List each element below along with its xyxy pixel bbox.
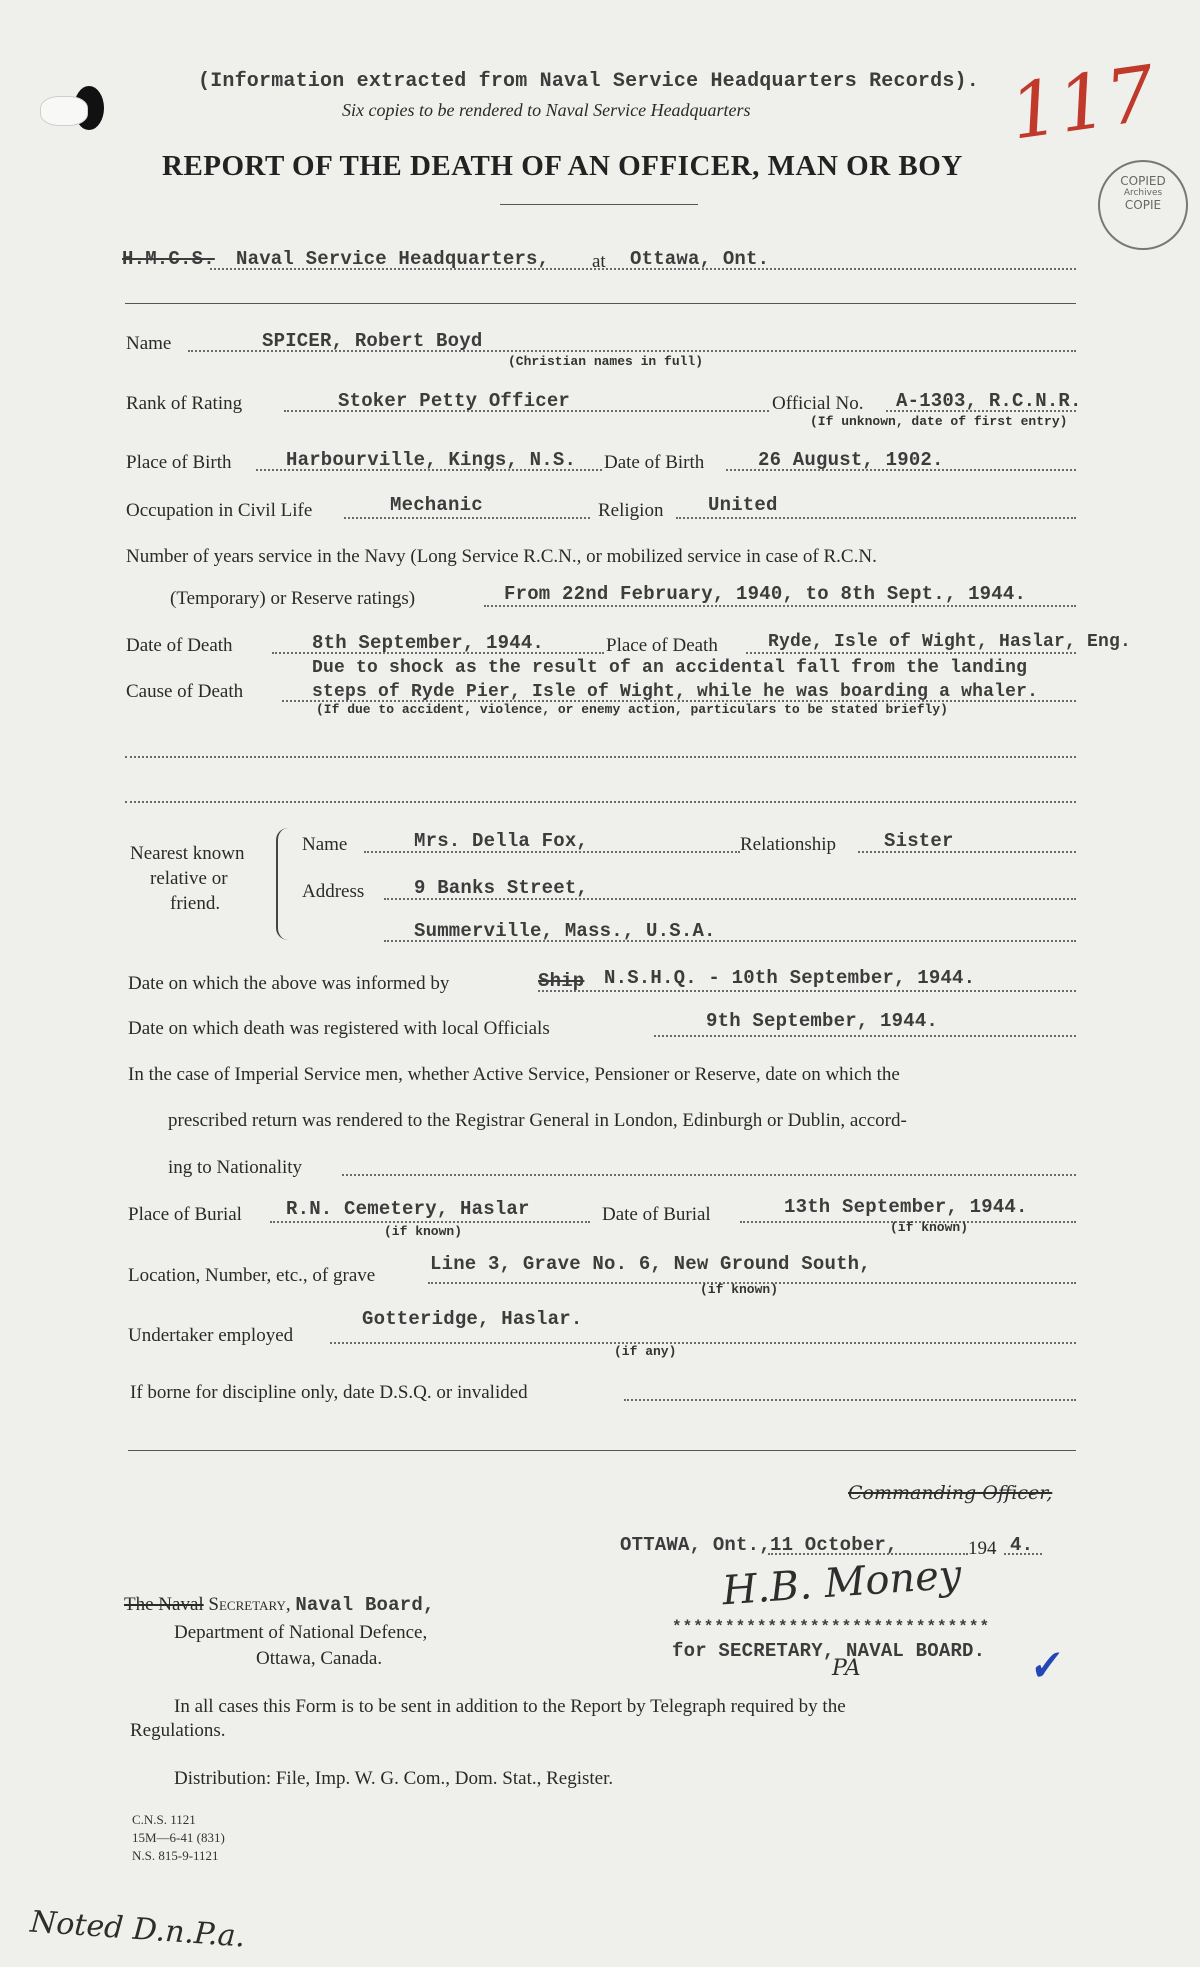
form-code-2: 15M—6-41 (831) (132, 1830, 225, 1845)
undertaker-note: (if any) (614, 1344, 677, 1359)
cause-label: Cause of Death (126, 681, 244, 702)
service-value: From 22nd February, 1940, to 8th Sept., 1944. (504, 583, 1027, 605)
distribution-line: Distribution: File, Imp. W. G. Com., Dom. Stat., Register. (174, 1768, 614, 1789)
signature-date-place: OTTAWA, Ont., (620, 1534, 771, 1556)
service-dots (484, 605, 1076, 607)
informed-dots (538, 990, 1076, 992)
birth-date-label: Date of Birth (604, 452, 705, 473)
discipline-label: If borne for discipline only, date D.S.Q. or invalided (130, 1382, 528, 1403)
undertaker-label: Undertaker employed (128, 1325, 294, 1346)
registered-label: Date on which death was registered with local Officials (128, 1018, 550, 1039)
relative-name-label: Name (302, 834, 348, 855)
registered-dots (654, 1035, 1076, 1037)
rank-value: Stoker Petty Officer (338, 390, 571, 412)
blue-checkmark: ✔ (1024, 1641, 1064, 1691)
handwritten-note: Noted D.n.P.a. (29, 1904, 247, 1955)
official-no-label: Official No. (772, 393, 864, 414)
grave-location-note: (if known) (700, 1282, 779, 1297)
addressee-board: Naval Board, (295, 1594, 435, 1616)
signature-year-suffix: 4. (1010, 1534, 1034, 1556)
signature-year-prefix: 194 (968, 1538, 997, 1559)
relative-group-label-1: Nearest known (130, 843, 245, 864)
stamp-line-3: COPIE (1124, 198, 1162, 212)
location-struck-prefix: H.M.C.S. (122, 248, 215, 270)
relationship-label: Relationship (740, 834, 837, 855)
discipline-rule (128, 1450, 1076, 1451)
red-file-number: 117 (1004, 48, 1161, 157)
location-at-label: at (592, 251, 606, 272)
undertaker-value: Gotteridge, Haslar. (362, 1308, 583, 1330)
occupation-label: Occupation in Civil Life (126, 500, 313, 521)
informed-struck: Ship (538, 970, 585, 992)
birth-date-value: 26 August, 1902. (758, 449, 944, 471)
instruction-line-2: Regulations. (130, 1720, 226, 1741)
death-place-value: Ryde, Isle of Wight, Haslar, Eng. (768, 632, 1132, 652)
grave-location-value: Line 3, Grave No. 6, New Ground South, (430, 1253, 871, 1275)
occupation-dots (344, 517, 590, 519)
commanding-officer-struck: Commanding Officer, (848, 1482, 1053, 1504)
relative-group-label-2: relative or (150, 868, 228, 889)
form-code-3: N.S. 815-9-1121 (132, 1848, 219, 1863)
name-label: Name (126, 333, 172, 354)
for-secretary-line: for SECRETARY, NAVAL BOARD. (672, 1640, 986, 1662)
address-line-2: Summerville, Mass., U.S.A. (414, 920, 716, 942)
burial-place-note: (if known) (384, 1224, 463, 1239)
informed-label: Date on which the above was informed by (128, 973, 450, 994)
address-label: Address (302, 881, 365, 902)
religion-value: United (708, 494, 778, 516)
archives-stamp (1098, 160, 1188, 250)
signature-asterisks: ****************************** (672, 1618, 991, 1636)
instruction-line-1: In all cases this Form is to be sent in addition to the Report by Telegraph required by the (174, 1696, 846, 1717)
cause-note: (If due to accident, violence, or enemy action, particulars to be stated briefly) (316, 702, 948, 717)
relationship-value: Sister (884, 830, 954, 852)
cause-extra-dots-2 (125, 801, 1076, 803)
handwritten-signature: H.B. Money (720, 1551, 963, 1615)
registered-value: 9th September, 1944. (706, 1010, 939, 1032)
undertaker-dots (330, 1342, 1076, 1344)
death-place-dots (746, 652, 1076, 654)
stamp-line-2: Archives (1123, 188, 1163, 198)
death-place-label: Place of Death (606, 635, 718, 656)
addressee-struck: The Naval (124, 1594, 204, 1615)
religion-label: Religion (598, 500, 664, 521)
location-value: Naval Service Headquarters, (236, 248, 550, 270)
form-title: REPORT OF THE DEATH OF AN OFFICER, MAN OR BOY (162, 150, 963, 182)
imperial-line-1: In the case of Imperial Service men, whether Active Service, Pensioner or Reserve, date on which the (128, 1064, 900, 1085)
birth-place-value: Harbourville, Kings, N.S. (286, 449, 577, 471)
addressee-line-2: Department of National Defence, (174, 1622, 428, 1643)
paper-tear (40, 96, 88, 126)
signature-date-day: 11 October, (770, 1534, 898, 1556)
service-label-2: (Temporary) or Reserve ratings) (170, 588, 416, 609)
initials-pa: PA (832, 1656, 861, 1681)
info-note: (Information extracted from Naval Service Headquarters Records). (198, 70, 979, 93)
name-note: (Christian names in full) (508, 354, 704, 369)
location-rule (125, 303, 1076, 304)
burial-date-note: (if known) (890, 1220, 969, 1235)
death-date-label: Date of Death (126, 635, 233, 656)
form-code-1: C.N.S. 1121 (132, 1812, 196, 1827)
grave-location-label: Location, Number, etc., of grave (128, 1265, 376, 1286)
burial-place-label: Place of Burial (128, 1204, 242, 1225)
imperial-line-3: ing to Nationality (168, 1157, 303, 1178)
service-label-1: Number of years service in the Navy (Long Service R.C.N., or mobilized service in case of R.C.N. (126, 546, 877, 567)
official-no-note: (If unknown, date of first entry) (810, 414, 1068, 429)
address-line-1: 9 Banks Street, (414, 877, 589, 899)
relative-brace (276, 828, 292, 940)
name-value: SPICER, Robert Boyd (262, 330, 483, 352)
imperial-dots (342, 1174, 1076, 1176)
birth-place-label: Place of Birth (126, 452, 232, 473)
cause-line-2: steps of Ryde Pier, Isle of Wight, while he was boarding a whaler. (312, 682, 1039, 702)
addressee-line-1 (124, 1594, 435, 1616)
discipline-dots (624, 1399, 1076, 1401)
copies-note: Six copies to be rendered to Naval Service Headquarters (342, 100, 751, 120)
occupation-value: Mechanic (390, 494, 483, 516)
relative-group-label-3: friend. (170, 893, 221, 914)
cause-extra-dots-1 (125, 756, 1076, 758)
burial-date-value: 13th September, 1944. (784, 1196, 1028, 1218)
relative-name-value: Mrs. Della Fox, (414, 830, 589, 852)
rank-label: Rank of Rating (126, 393, 243, 414)
cause-line-1: Due to shock as the result of an accidental fall from the landing (312, 658, 1028, 678)
religion-dots (676, 517, 1076, 519)
location-place: Ottawa, Ont. (630, 248, 770, 270)
title-underline (500, 204, 698, 205)
informed-value: N.S.H.Q. - 10th September, 1944. (604, 967, 976, 989)
addressee-line-3: Ottawa, Canada. (256, 1648, 383, 1669)
stamp-line-1: COPIED (1120, 174, 1166, 188)
location-dots (210, 268, 1076, 270)
death-date-value: 8th September, 1944. (312, 632, 545, 654)
burial-place-dots (270, 1221, 590, 1223)
imperial-line-2: prescribed return was rendered to the Registrar General in London, Edinburgh or Dublin, accord- (168, 1110, 907, 1131)
burial-place-value: R.N. Cemetery, Haslar (286, 1198, 530, 1220)
official-no-value: A-1303, R.C.N.R. (896, 390, 1082, 412)
burial-date-label: Date of Burial (602, 1204, 711, 1225)
addressee-secretary: Secretary, (208, 1594, 291, 1615)
